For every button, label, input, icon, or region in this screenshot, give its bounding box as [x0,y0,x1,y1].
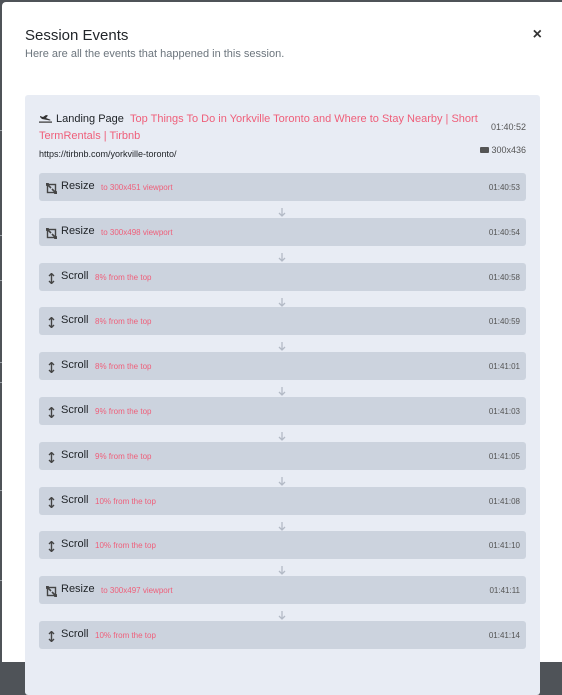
event-time: 01:41:08 [488,496,520,506]
event-type: Resize [61,224,95,237]
modal-subtitle: Here are all the events that happened in this session. [25,48,285,60]
resize-icon [46,181,57,192]
event-row[interactable] [39,218,526,246]
event-time: 01:41:10 [488,541,520,551]
event-detail: 9% from the top [95,451,152,461]
event-time: 01:41:01 [488,362,520,372]
event-time: 01:41:03 [488,407,520,416]
arrow-down-icon [277,249,287,259]
event-detail: 10% from the top [95,631,156,640]
scroll-icon [46,315,57,326]
resize-icon [46,584,57,595]
event-type: Scroll [61,538,89,551]
event-detail: 8% from the top [95,317,152,327]
plane-landing-icon [39,113,52,123]
event-time: 01:41:05 [488,451,520,461]
event-detail: to 300x497 viewport [101,586,173,596]
event-row[interactable] [39,173,526,201]
arrow-down-icon [277,338,287,348]
arrow-down-icon [277,518,287,528]
arrow-down-icon [277,473,287,483]
event-row[interactable] [39,531,526,559]
arrow-down-icon [277,562,287,572]
event-type: Scroll [61,314,89,327]
event-type: Resize [61,180,95,192]
event-detail: to 300x451 viewport [101,183,173,192]
landing-url[interactable]: https://tirbnb.com/yorkville-toronto/ [39,149,177,159]
landing-viewport [480,145,526,155]
event-time: 01:40:54 [488,227,520,237]
modal-title: Session Events [25,27,129,44]
session-events-modal [2,2,562,662]
event-detail: to 300x498 viewport [101,227,173,237]
arrow-down-icon [277,204,287,214]
viewport-size: 300x436 [491,145,526,155]
monitor-icon [480,147,489,153]
scroll-icon [46,495,57,506]
event-type: Scroll [61,269,89,282]
event-row[interactable] [39,576,526,604]
events-panel [25,95,540,695]
arrow-down-icon [277,294,287,304]
event-type: Scroll [61,448,89,461]
event-row[interactable] [39,352,526,380]
scroll-icon [46,271,57,282]
arrow-down-icon [277,383,287,393]
event-type: Resize [61,583,95,596]
event-detail: 9% from the top [95,407,152,416]
event-time: 01:40:58 [488,272,520,282]
scroll-icon [46,539,57,550]
scroll-icon [46,405,57,416]
event-type: Scroll [61,493,89,506]
resize-icon [46,226,57,237]
event-row[interactable] [39,307,526,335]
event-detail: 10% from the top [95,496,156,506]
scroll-icon [46,629,57,640]
event-row[interactable] [39,442,526,470]
close-button[interactable]: × [532,26,542,43]
event-row[interactable] [39,487,526,515]
event-time: 01:40:59 [488,317,520,327]
event-row[interactable] [39,263,526,291]
landing-time: 01:40:52 [490,122,526,132]
event-row[interactable] [39,397,526,425]
event-detail: 8% from the top [95,272,152,282]
event-time: 01:41:11 [489,586,520,596]
modal-header [25,27,542,60]
event-type: Scroll [61,404,89,416]
event-detail: 10% from the top [95,541,156,551]
event-row[interactable] [39,621,526,649]
scroll-icon [46,360,57,371]
arrow-down-icon [277,607,287,617]
landing-label: Landing Page [56,113,124,125]
event-detail: 8% from the top [95,362,152,372]
arrow-down-icon [277,428,287,438]
landing-page-title[interactable]: Top Things To Do in Yorkville Toronto and Where to Stay Nearby | Short TermRentals | Tirbnb [39,113,478,142]
scroll-icon [46,450,57,461]
event-time: 01:40:53 [488,183,520,192]
landing-page-event [39,111,526,159]
event-time: 01:41:14 [488,631,520,640]
event-type: Scroll [61,628,89,640]
event-type: Scroll [61,359,89,372]
